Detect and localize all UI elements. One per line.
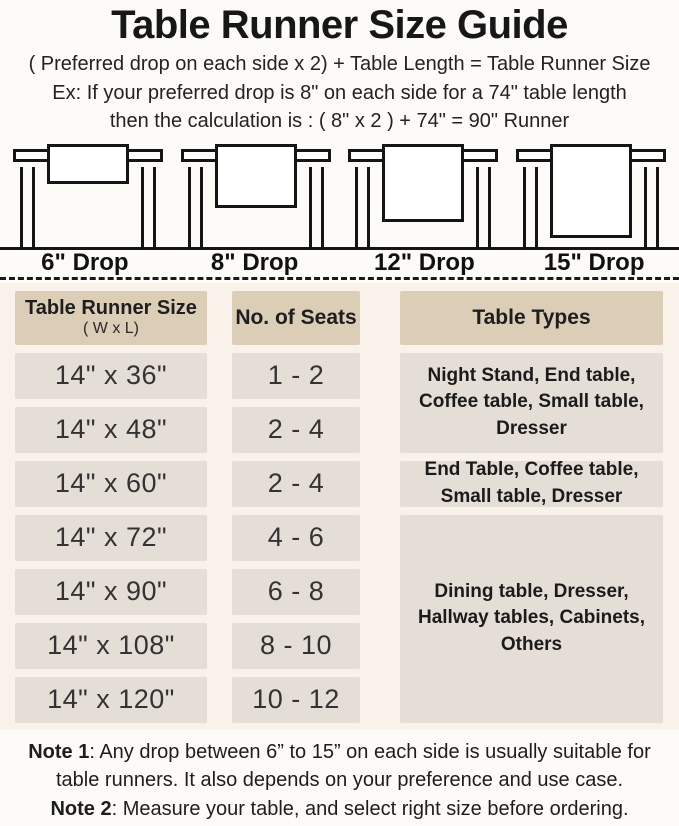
table-illustration-12-drop (343, 142, 503, 247)
table-leg-icon (355, 167, 370, 247)
seats-cell: 4 - 6 (232, 515, 360, 561)
size-cell: 14" x 36" (15, 353, 207, 399)
table-leg-icon (141, 167, 156, 247)
table-illustration-8-drop (176, 142, 336, 247)
runner-icon (550, 144, 632, 238)
drop-label-12: 12" Drop (374, 249, 475, 277)
note-2-label: Note 2 (50, 797, 112, 820)
drop-label-6: 6" Drop (41, 249, 129, 277)
header-runner-size (15, 291, 207, 345)
example-line-1: Ex: If your preferred drop is 8" on each side for a 74" table length (52, 82, 627, 104)
header-seats (232, 291, 360, 345)
drop-illustrations (0, 142, 679, 250)
table-leg-icon (644, 167, 659, 247)
note-2 (6, 795, 673, 823)
table-illustration-6-drop (8, 142, 168, 247)
drop-label-8: 8" Drop (210, 249, 299, 277)
note-1-label: Note 1 (28, 740, 90, 763)
seats-cell: 6 - 8 (232, 569, 360, 615)
table-types-cell: End Table, Coffee table, Small table, Dresser (400, 461, 663, 507)
header-seats-title: No. of Seats (235, 305, 357, 329)
header-section (0, 0, 679, 136)
drop-labels-row (0, 250, 679, 280)
column-seats (232, 291, 360, 723)
header-runner-size-sub: ( W x L) (83, 320, 139, 338)
runner-icon (382, 144, 464, 222)
column-runner-size (15, 291, 207, 723)
size-cell: 14" x 108" (15, 623, 207, 669)
table-types-cell: Night Stand, End table, Coffee table, Small table, Dresser (400, 353, 663, 453)
size-guide-table (0, 283, 679, 730)
size-cell: 14" x 48" (15, 407, 207, 453)
table-illustration-15-drop (511, 142, 671, 247)
header-runner-size-title: Table Runner Size (25, 297, 197, 320)
drop-label-15: 15" Drop (543, 249, 645, 277)
note-1 (6, 738, 673, 795)
note-1-text: : Any drop between 6” to 15” on each side is usually suitable for table runners. It also depends on your preference and use case. (55, 740, 651, 792)
seats-cell: 10 - 12 (232, 677, 360, 723)
size-cell: 14" x 60" (15, 461, 207, 507)
table-leg-icon (20, 167, 35, 247)
runner-icon (47, 144, 129, 184)
table-leg-icon (309, 167, 324, 247)
note-2-text: : Measure your table, and select right size before ordering. (111, 797, 629, 820)
seats-cell: 2 - 4 (232, 461, 360, 507)
size-cell: 14" x 72" (15, 515, 207, 561)
seats-cell: 2 - 4 (232, 407, 360, 453)
table-leg-icon (188, 167, 203, 247)
seats-cell: 1 - 2 (232, 353, 360, 399)
table-leg-icon (476, 167, 491, 247)
size-cell: 14" x 90" (15, 569, 207, 615)
header-table-types (400, 291, 663, 345)
formula-text: ( Preferred drop on each side x 2) + Table Length = Table Runner Size (28, 53, 651, 75)
seats-cell: 8 - 10 (232, 623, 360, 669)
table-leg-icon (523, 167, 538, 247)
example-line-2: then the calculation is : ( 8" x 2 ) + 74" = 90" Runner (109, 110, 570, 133)
column-table-types (400, 291, 663, 723)
table-types-cell: Dining table, Dresser, Hallway tables, Cabinets, Others (400, 515, 663, 723)
header-table-types-title: Table Types (472, 305, 591, 329)
page-title: Table Runner Size Guide (111, 3, 568, 47)
size-cell: 14" x 120" (15, 677, 207, 723)
runner-icon (215, 144, 297, 208)
notes-section (0, 730, 679, 823)
